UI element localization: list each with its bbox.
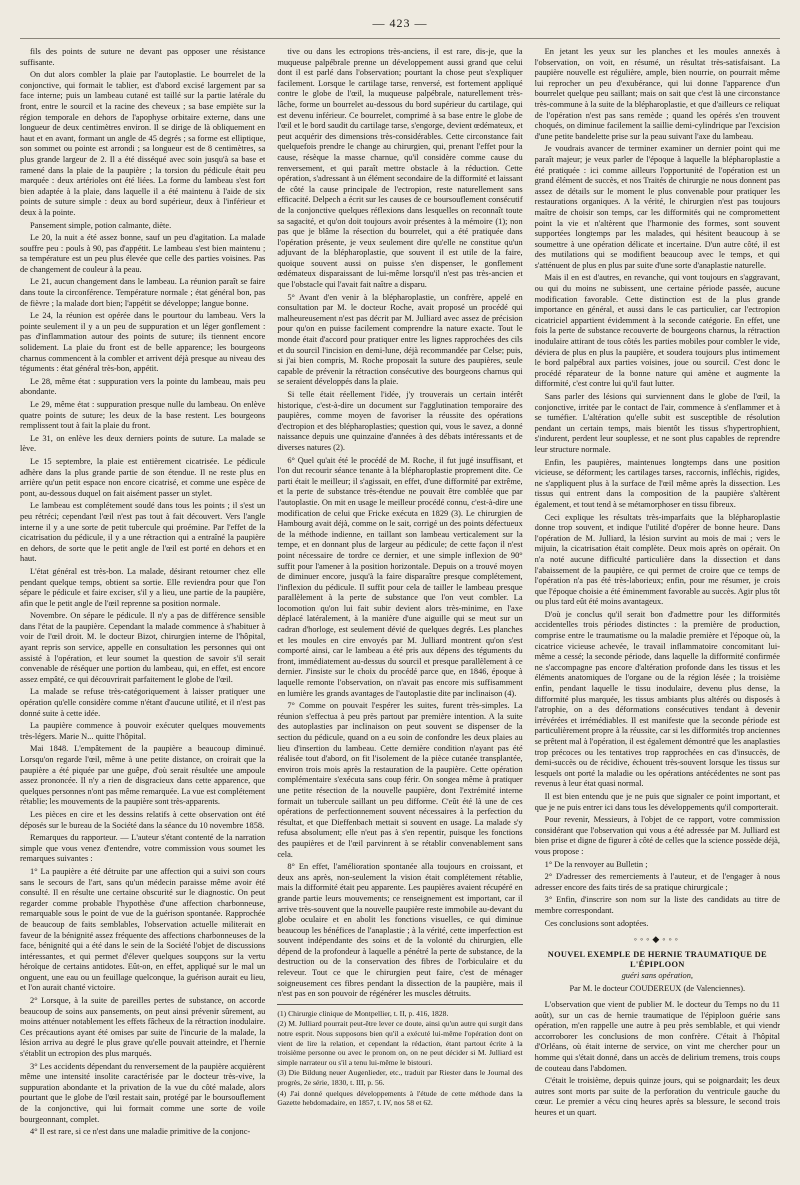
paragraph: fils des points de suture ne devant pas opposer une résistance suffisante. <box>20 47 266 67</box>
paragraph: C'était le troisième, depuis quinze jours, qui se poignardait; les deux autres sont morts par suite de la perforation du ventricule gauche du cœur. Le premier a vécu cinq heures après sa blessure, le second trois heures et un quart. <box>534 1076 780 1117</box>
footnote: (3) Die Bildung neuer Augenlieder, etc., traduit par Riester dans le Journal des progrès, 2e série, 1830, t. III, p. 56. <box>277 1068 523 1087</box>
ornament-divider: ◦◦◦◆◦◦◦ <box>633 934 681 945</box>
paragraph: Ceci explique les résultats très-imparfaits que la blépharoplastie donne trop souvent, et indique l'utilité d'opérer de bonne heure. Dans l'opération de M. Julliard, la lésion survint au mois de mai ; vers le mijuin, la cicatrisation était complète. Deux mois après on opérait. On n'a noté aucune difficulté particulière dans la dissection et dans l'abaissement de la paupière, ce qui permet de croire que ce temps de l'opération n'a pas été très-laborieux; enfin, pour me résumer, je crois que l'époque choisie a été éminemment favorable au succès. Agir plus tôt ou plus tard eût été moins avantageux. <box>534 512 780 607</box>
paragraph: Mais il en est d'autres, en revanche, qui vont toujours en s'aggravant, ou qui du moins ne subissent, une certaine période passée, aucune modification favorable. Cette distinction est de la plus grande importance en général, et aussi dans le cas particulier, car l'ectropion cicatriciel appartient évidemment à la seconde catégorie. En effet, une fois la perte de substance recouverte de bourgeons charnus, la rétraction inodulaire attirant de tous côtés les parties mobiles pour combler le vide, déviera de plus en plus la paupière, et soudera toujours plus intimement le bord palpébral aux parties voisines, joue ou sourcil. C'est donc le procédé réparateur de la bonne nature qui amène et augmente la difformité, c'est contre lui qu'il faut lutter. <box>534 273 780 389</box>
paragraph: 6° Quel qu'ait été le procédé de M. Roche, il fut jugé insuffisant, et l'on dut recourir séance tenante à la blépharoplastie proprement dite. Ce parti était le meilleur; il s'agissait, en effet, d'une difformité par extrême, et la perte de substance très-étendue ne pouvait être comblée que par l'autoplastie. On mit en usage le meilleur procédé connu, c'est-à-dire une modification de celui que Fricke exécuta en 1829 (3). Le chirurgien de Hambourg avait déjà, comme on le sait, corrigé un des points défectueux de la méthode indienne, en taillant son lambeau verticalement sur la tempe, et en donnant plus de largeur au pédicule; de cette façon il n'est point nécessaire de tordre ce dernier, et une simple inflexion de 90° suffit pour l'amener à la position horizontale. Depuis on a trouvé moyen de diminuer encore, jusqu'à la faire disparaître presque complétement, l'inflexion du pédicule. Il suffit pour cela de tailler le lambeau presque parallèlement à la perte de substance que l'on veut combler. La locomotion qu'on lui fait subir devient alors très-minime, en l'axe déplacé latéralement, à la manière d'une aiguille qui se meut sur un cadran d'horloge, est seulement dévié de quelques degrés. Les planches et les moules en cire envoyés par M. Julliard montrent qu'on s'est comporté ainsi, car le lambeau a été pris aux dépens des téguments du front, immédiatement au-dessus du sourcil et presque parallèlement à ce dernier. J'insiste sur le choix du procédé parce que, en 1846, époque à laquelle remonte l'observation, on n'avait pas encore mis suffisamment en lumière les grands avantages de l'autoplastie dite par inclinaison (4). <box>277 455 523 698</box>
paragraph: 4° Il est rare, si ce n'est dans une maladie primitive de la conjonc- <box>30 1127 251 1137</box>
column-left <box>20 47 265 1167</box>
footnotes <box>277 1004 522 1108</box>
paragraph: Le 31, on enlève les deux derniers points de suture. La malade se lève. <box>20 433 266 454</box>
paragraph: Pour revenir, Messieurs, à l'objet de ce rapport, votre commission considérant que l'observation qui vous a été adressée par M. Julliard est bien prise et digne de figurer à côté de celles que la science possède déjà, vous propose : <box>534 815 780 856</box>
paragraph: 5° Avant d'en venir à la blépharoplastie, un confrère, appelé en consultation par M. le docteur Roche, avait proposé un procédé qui malheureusement n'est pas décrit par M. Julliard avec assez de précision pour qu'on en puisse facilement comprendre la nature exacte. Tout le monde était d'accord pour pratiquer entre les lignes rapprochées des cils et du sourcil l'incision en demi-lune, déjà recommandée par Celse; puis, si j'ai bien compris, M. Roche proposait la suture des paupières, seule capable de prévenir la rétraction consécutive des bourgeons charnus qui se seraient développés dans la plaie. <box>277 292 523 387</box>
paragraph: On dut alors combler la plaie par l'autoplastie. Le bourrelet de la conjonctive, qui formait le tablier, est d'abord excisé largement par sa face interne; puis un lambeau cutané est taillé sur la partie latérale du front, entre le sourcil et la racine des cheveux ; sa base empiète sur la région temporale en dehors de l'apophyse orbitaire externe, dans une longueur de deux centimètres environ. Il se dirige de là obliquement en haut et en avant, formant un angle de 45 degrés ; sa forme est elliptique, son sommet ou pointe est arrondi ; sa longueur est de 8 centimètres, sa plus grande largeur de 2. Il a été disséqué avec soin jusqu'à sa base et ramené dans la plaie de la paupière ; la torsion du pédicule était peu marquée : deux artérioles ont été liées. La forme du lambeau s'est fort bien adaptée à la plaie, dans laquelle il a été maintenu à l'aide de six points de suture simple : deux au bord supérieur, deux à l'inférieur et deux à la pointe. <box>20 70 266 217</box>
column-right <box>535 47 780 1167</box>
paragraph: Je voudrais avancer de terminer examiner un dernier point qui me paraît majeur; je veux parler de l'époque à laquelle la blépharoplastie a été pratiquée : ici comme ailleurs l'opportunité de l'opération est un grand élément de succès, et nos Traités de chirurgie ne nous donnent pas assez de détails sur le moment le plus convenable pour pratiquer les restaurations organiques. A la vérité, le chirurgien n'est pas toujours maître de choisir son temps, car les difformités qui ne compromettent point la vie et n'altèrent que l'harmonie des formes, sont souvent supportées longtemps par les malades, qui hésitent beaucoup à se soumettre à une opération délicate et incertaine. D'un autre côté, il est des mutilations qui se modifient beaucoup avec le temps, et qui s'atténuent de plus en plus par suite d'une sorte d'anaplastie naturelle. <box>534 144 780 270</box>
paragraph: Remarques du rapporteur. — L'auteur s'étant contenté de la narration simple que vous venez d'entendre, votre commission vous soumet les remarques suivantes : <box>20 833 266 864</box>
paragraph: En jetant les yeux sur les planches et les moules annexés à l'observation, on voit, en résumé, un résultat très-satisfaisant. La paupière nouvelle est régulière, ample, bien nourrie, on pourrait même lui reprocher un peu d'exubérance, qui lui donne l'apparence d'un bourrelet quelque peu saillant; mais on sait que c'est là une circonstance très-commune à la suite de la blépharoplastie, et que d'ailleurs ce reliquat de l'opération n'est pas sans remède ; quand les opérés s'en trouvent choqués, on diminue facilement la saillie demi-cylindrique par l'excision d'une petite bandelette prise sur la peau suivant l'axe du lambeau. <box>534 47 780 141</box>
paragraph: Novembre. On sépare le pédicule. Il n'y a pas de différence sensible dans l'état de la paupière. Cependant la malade commence à s'habituer à voir de l'œil droit. M. le docteur Bizot, chirurgien interne de l'hôpital, ayant repris son service, appelle en consultation les personnes qui ont assisté à l'opération, et leur soumet la question de savoir s'il serait convenable de réséquer une portion du lambeau, qui, en effet, est encore assez empâté, ce qui découvrirait parfaitement le globe de l'œil. <box>20 611 266 684</box>
paragraph: 2° Lorsque, à la suite de pareilles pertes de substance, on accorde beaucoup de soins aux pansements, on peut ainsi prévenir sûrement, au moins atténuer notablement les effets fâcheux de la rétraction inodulaire. Ces précautions ayant été omises par suite de l'incurie de la malade, la lésion arriva au degré le plus grave qu'elle pouvait atteindre, et l'hernie s'établit un ectropion des plus marqués. <box>20 996 266 1059</box>
paragraph: Pansement simple, potion calmante, diète. <box>30 220 172 230</box>
paragraph: Le lambeau est complétement soudé dans tous les points ; il s'est un peu rétréci; cependant l'œil n'est pas tout à fait découvert. Vers l'angle interne il y a une sorte de petit tubercule qui proémine. Par l'effet de la cicatrisation du pédicule, il y a une rétraction qui a entraîné la paupière en dehors, de sorte que le petit angle de l'œil est porté en dehors et en haut. <box>20 501 266 564</box>
paragraph: Le 29, même état : suppuration presque nulle du lambeau. On enlève quatre points de suture; les deux de la base restent. Les bourgeons remplissent tout à fait la plaie du front. <box>20 400 266 431</box>
paragraph: Sans parler des lésions qui surviennent dans le globe de l'œil, la conjonctive, irritée par le contact de l'air, commence à s'enflammer et à se tuméfier. L'altération qu'elle subit est susceptible de résolution pendant un certain temps, mais bientôt les tissus s'hypertrophient, s'indurent, perdent leur souplesse, et ne sont plus capables de reprendre leur structure normale. <box>534 392 780 454</box>
paragraph: D'où je conclus qu'il serait bon d'admettre pour les difformités accidentelles trois périodes distinctes : la première de production, comprise entre le traumatisme ou la maladie première et l'époque où, la cicatrice vicieuse achevée, le travail inflammatoire concomitant lui-même a cessé; la seconde période, dans laquelle la difformité confirmée ne s'accompagne pas encore d'altération profonde dans les tissus et les éléments anatomiques de l'organe ou de la région lésée ; la troisième enfin, pendant laquelle le tissu inodulaire, devenu plus dense, la difformité plus marquée, les tissus ambiants plus altérés ou disposés à l'atrophie, on a des déformations consécutives tendant à devenir irrévérées et irrémédiables. Il est manifeste que la seconde période est particulièrement propre à la réussite, car si les difformités trop anciennes se prêtent mal à l'opération, il est également démontré que les anaplasties trop précoces ou les tentatives trop rapprochées en cas d'insuccès, de demi-succès ou de récidive, échouent très-souvent lorsque les tissus sur lesquels ont porté la maladie ou les opérations antécédentes ne sont pas revenus à leur état quasi normal. <box>534 609 780 789</box>
paragraph: 3° Les accidents dépendant du renversement de la paupière acquièrent même une intensité insolite caractérisée par le docteur très-vive, la suppuration abondante et la privation de la vue du côté malade, alors pourtant que le globe de l'œil restait sain, protégé par le boursouflement de la conjonctive, qui lui formait comme une sorte de voile bourgeonnant, complet. <box>20 1061 266 1124</box>
paragraph: L'état général est très-bon. La malade, désirant retourner chez elle pendant quelque temps, obtient sa sortie. Elle reviendra pour que l'on sépare le pédicule et faire exciser, s'il y a lieu, une partie de la paupière, afin que le petit angle de l'œil reprenne sa position normale. <box>20 566 266 608</box>
article-title: NOUVEL EXEMPLE DE HERNIE TRAUMATIQUE DE L'ÉPIPLOON <box>547 949 767 970</box>
column-middle <box>277 47 522 1167</box>
article-subtitle: guéri sans opération, <box>621 970 694 980</box>
paragraph: Le 20, la nuit a été assez bonne, sauf un peu d'agitation. La malade souffre peu : pouls à 90, pas d'appétit. Le lambeau s'est bien maintenu ; sa température est un peu plus élevée que celle des parties voisines. Pas de changement de couleur à la peau. <box>20 233 266 274</box>
paragraph: Le 15 septembre, la plaie est entièrement cicatrisée. Le pédicule adhère dans la plus grande partie de son étendue. Il ne reste plus en arrière qu'un petit espace non encore cicatrisé, et comme une espèce de pont, au-dessous duquel on fait aisément passer un stylet. <box>20 456 266 498</box>
footnote: (4) J'ai donné quelques développements à l'étude de cette méthode dans la Gazette hebdomadaire, en 1857, t. IV, nos 58 et 62. <box>277 1088 523 1108</box>
paragraph: 1° De la renvoyer au Bulletin ; <box>544 859 648 869</box>
paragraph: Il est bien entendu que je ne puis que signaler ce point important, et que je ne puis entrer ici dans tous les développements qu'il comporterait. <box>534 791 780 812</box>
paragraph: 8° En effet, l'amélioration spontanée alla toujours en croissant, et deux ans après, non-seulement la vision était complétement rétablie, mais la difformité était peu apparente. Les paupières avaient récupéré en grande partie leurs mouvements; ce renseignement est important, car il arrive très-souvent que la nouvelle paupière reste immobile au-devant du globe oculaire et en abolit les fonctions visuelles, ce qui diminue beaucoup les bénéfices de l'anaplastie ; à la vérité, cette imperfection est souvent indépendante des soins et de la volonté du chirurgien, elle dépend de la profondeur à laquelle a pénétré la perte de substance, de la destruction ou de la conservation des fibres de l'orbiculaire et du releveur. Tout ce que le chirurgien peut faire, c'est de ménager soigneusement ces fibres pendant la dissection de la paupière, mais il n'est pas en son pouvoir de régénérer les muscles détruits. <box>277 862 523 999</box>
paragraph: La paupière commence à pouvoir exécuter quelques mouvements très-légers. Marie N... quitte l'hôpital. <box>20 721 266 741</box>
paragraph: Le 28, même état : suppuration vers la pointe du lambeau, mais peu abondante. <box>20 376 266 397</box>
paragraph: Mai 1848. L'empâtement de la paupière a beaucoup diminué. Lorsqu'on regarde l'œil, même à une petite distance, on croirait que la paupière a été piquée par une guêpe, d'où serait résultée une ampoule assez prononcée. Il n'y a rien de disgracieux dans cette apparence, que quelques personnes n'ont pas même remarquée. La vue est complétement rétablie; les mouvements de la paupière sont très-apparents. <box>20 744 266 807</box>
paragraph: tive ou dans les ectropions très-anciens, il est rare, dis-je, que la muqueuse palpébrale prenne un développement aussi grand que celui dont il est parlé dans l'observation; pourtant la chose peut s'expliquer facilement. Lorsque le cartilage tarse, renversé, est fortement appliqué contre le globe de l'œil, la muqueuse palpébrale, naturellement très-lâche, forme un bourrelet au-dessous du bord supérieur du cartilage, qui est devenu inférieur. Ce bourrelet, comprimé à sa base entre le globe de l'œil et le bord saudit du cartilage tarse, s'engorge, devient œdémateux, et peut acquérir des dimensions très-considérables. Cette circonstance fait quelquefois prendre le change au chirurgien, qui, prenant l'effet pour la cause, résèque la masse charnue, qu'il considère comme cause du renversement, et qui paraît mettre obstacle à la réduction. Cette opération, s'adressant à un élément secondaire de la difformité et laissant de côté la cause principale de l'ectropion, reste naturellement sans efficacité. Delpech a écrit sur les causes de ce boursouflement consécutif de la conjonctive quelques réflexions dans lesquelles on reconnaît toute sa sagacité, et qu'on doit toujours avoir présentes à la mémoire (1); non pas que je blâme la résection du bourrelet, qui a été pratiquée dans l'opération présente, je veux seulement dire qu'elle ne constitue qu'un adjuvant de la blépharoplastie, que souvent il est utile de la faire, quoique souvent aussi on puisse s'en dispenser, le gonflement œdémateux disparaissant de lui-même lorsqu'il n'est pas très-ancien et que l'obstacle qui l'avait fait naître a disparu. <box>277 47 523 290</box>
page-number: — 423 — <box>20 16 780 39</box>
paragraph: L'observation que vient de publier M. le docteur du Temps no du 11 août), sur un cas de hernie traumatique de l'épiploon guérie sans opération, m'en rappelle une autre à peu près semblable, et qui viendr accorroborer les conclusions de mon confrère. C'était à l'hôpital d'Orléans, où était interne de service, on vint me chercher pour un homme qui s'était donné, dans un accès de delirium tremens, trois coups de couteau dans l'abdomen. <box>534 1000 780 1073</box>
paragraph: 3° Enfin, d'inscrire son nom sur la liste des candidats au titre de membre correspondant. <box>534 895 780 915</box>
paragraph: Ces conclusions sont adoptées. <box>544 918 649 928</box>
paragraph: Le 24, la réunion est opérée dans le pourtour du lambeau. Vers la pointe seulement il y a un peu de suppuration et un léger gonflement : pas d'inflammation autour des points de suture; ils tiennent encore solidement. La plaie du front est de belle apparence; les bourgeons charnus commencent à la combler et arrivent déjà presque au niveau des téguments : état général très-bon, appétit. <box>20 311 266 374</box>
paragraph: 7° Comme on pouvait l'espérer les suites, furent très-simples. La réunion s'effectua à peu près partout par première intention. A la suite des autoplasties par inclinaison on peut souvent se dispenser de la section du pédicule, quand on a eu soin de confondre les deux plaies au lieu d'insertion du lambeau. Cette dernière condition n'ayant pas été réalisée tout d'abord, on fit l'isolement de la pièce cutanée transplantée, environ trois mois après la restauration de la paupière. Cette opération complémentaire s'exécuta sans coup férir. On songea même à pratiquer une petite résection de la nouvelle paupière, dont l'extrémité interne formait un tubercule saillant un peu difforme. C'eût été là une de ces opérations de perfectionnement souvent nécessaires à la perfection du résultat, et que Dieffenbach mettait si souvent en usage. La malade s'y refusa absolument; elle n'eut pas à s'en repentir, puisque les fonctions des paupières et de l'œil parvinrent à se rétablir convenablement sans cela. <box>277 701 523 859</box>
paragraph: La malade se refuse très-catégoriquement à laisser pratiquer une opération qu'elle considère comme n'étant d'aucune utilité, et il n'est pas donné suite à cette idée. <box>20 687 266 718</box>
paragraph: 1° La paupière a été détruite par une affection qui a suivi son cours sans le secours de l'art, sans qu'un médecin paraisse même avoir été consulté. Il en résulte une certaine obscurité sur le diagnostic. On peut regarder comme probable l'hypothèse d'une affection charbonneuse, remarquable sous le point de vue de la guérison spontanée. Rapprochée de beaucoup de faits semblables, l'observation actuelle militerait en faveur de la bénignité assez fréquente des affections charbonneuses de la face, bénignité qui a été dans le sein de la Société l'objet de discussions intéressantes, et qui permet d'élever quelques soupçons sur la vertu héroïque de certains antidotes. Eût-on, en effet, appliqué sur le mal un onguent, une eau ou un feuillage quelconque, la guérison aurait eu lieu, et l'on aurait chanté victoire. <box>20 866 266 993</box>
paragraph: Si telle était réellement l'idée, j'y trouverais un certain intérêt historique, c'est-à-dire un document sur l'agglutination temporaire des paupières, comme moyen de favoriser la réussite des opérations d'ectropion et des blépharoplasties; question qui, vous le savez, a donné naissance depuis une quinzaine d'années à des débats intéressants et de diverses natures (2). <box>277 390 523 452</box>
paragraph: Les pièces en cire et les dessins relatifs à cette observation ont été déposés sur le bureau de la Société dans la séance du 10 novembre 1858. <box>20 809 266 830</box>
paragraph: Le 21, aucun changement dans le lambeau. La réunion paraît se faire dans toute la circonférence. Température normale ; état général bon, pas de fièvre ; la malade dort bien; l'appétit se développe; langue bonne. <box>20 277 266 308</box>
paragraph: Enfin, les paupières, maintenues longtemps dans une position vicieuse, se déforment; les cartilages tarses, raccornis, infléchis, rigides, ne s'appliquent plus à la surface de l'œil même après la dissection. Les tissus qui entrent dans la composition de la paupière s'altèrent également, et tout tend à se métamorphoser en tissu fibreux. <box>534 457 780 509</box>
text-columns <box>20 47 780 1167</box>
paragraph: 2° D'adresser des remerciements à l'auteur, et de l'engager à nous adresser encore des faits tirés de sa pratique chirurgicale ; <box>534 872 780 892</box>
article-author: Par M. le docteur COUDEREUX (de Valenciennes). <box>569 984 746 994</box>
footnote: (2) M. Julliard pourrait peut-être lever ce doute, ainsi qu'un autre qui surgit dans notre esprit. Nous supposons bien qu'il a exécuté lui-même l'opération dont on vient de lire la relation, et cependant la rédaction, étant partout écrite à la troisième personne ou avec le pronom on, on ne peut décider si M. Julliard est simple narrateur ou s'il a tenu lui-même le bistouri. <box>277 1019 523 1067</box>
footnote: (1) Chirurgie clinique de Montpellier, t. II, p. 416, 1828. <box>277 1008 449 1018</box>
